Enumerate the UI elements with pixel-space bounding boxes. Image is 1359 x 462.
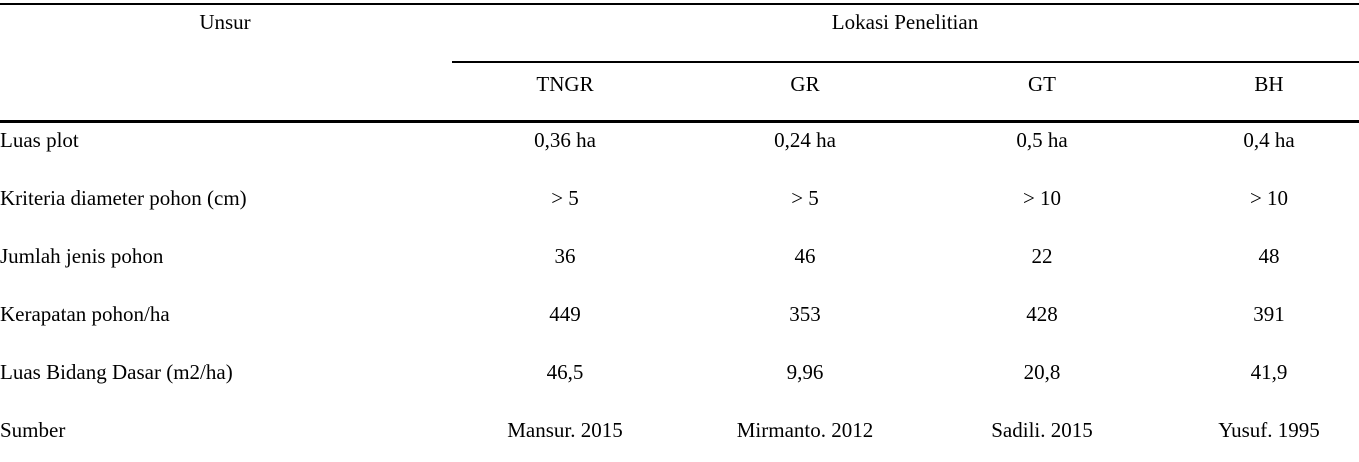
row-label-luas-bidang-dasar: Luas Bidang Dasar (m2/ha) bbox=[0, 360, 233, 384]
cell-kerapatan-gr: 353 bbox=[789, 302, 821, 326]
row-label-kriteria-diameter: Kriteria diameter pohon (cm) bbox=[0, 186, 247, 210]
cell-kriteria-gr: > 5 bbox=[791, 186, 819, 210]
cell-lbd-bh: 41,9 bbox=[1250, 360, 1288, 384]
header-location-gt: GT bbox=[1028, 72, 1056, 96]
header-location-gr: GR bbox=[790, 72, 820, 96]
cell-jumlah-tngr: 36 bbox=[554, 244, 576, 268]
cell-jumlah-gt: 22 bbox=[1031, 244, 1053, 268]
group-header-rule bbox=[452, 61, 1359, 63]
header-unsur: Unsur bbox=[199, 10, 251, 34]
cell-luas-plot-tngr: 0,36 ha bbox=[534, 128, 596, 152]
header-lokasi-penelitian: Lokasi Penelitian bbox=[831, 10, 979, 34]
cell-kerapatan-gt: 428 bbox=[1026, 302, 1058, 326]
row-label-kerapatan: Kerapatan pohon/ha bbox=[0, 302, 170, 326]
cell-sumber-gt: Sadili. 2015 bbox=[991, 418, 1093, 442]
header-bottom-rule bbox=[0, 120, 1359, 123]
cell-lbd-tngr: 46,5 bbox=[546, 360, 584, 384]
cell-luas-plot-gr: 0,24 ha bbox=[774, 128, 836, 152]
header-location-tngr: TNGR bbox=[536, 72, 594, 96]
cell-jumlah-bh: 48 bbox=[1258, 244, 1280, 268]
cell-kerapatan-tngr: 449 bbox=[549, 302, 581, 326]
cell-jumlah-gr: 46 bbox=[794, 244, 816, 268]
cell-kriteria-bh: > 10 bbox=[1249, 186, 1289, 210]
cell-sumber-bh: Yusuf. 1995 bbox=[1218, 418, 1320, 442]
row-label-sumber: Sumber bbox=[0, 418, 66, 442]
row-label-luas-plot: Luas plot bbox=[0, 128, 79, 152]
cell-lbd-gr: 9,96 bbox=[786, 360, 824, 384]
cell-sumber-tngr: Mansur. 2015 bbox=[507, 418, 623, 442]
cell-luas-plot-gt: 0,5 ha bbox=[1016, 128, 1068, 152]
cell-kriteria-gt: > 10 bbox=[1022, 186, 1062, 210]
cell-kriteria-tngr: > 5 bbox=[551, 186, 579, 210]
row-label-jumlah-jenis: Jumlah jenis pohon bbox=[0, 244, 164, 268]
cell-lbd-gt: 20,8 bbox=[1023, 360, 1061, 384]
cell-luas-plot-bh: 0,4 ha bbox=[1243, 128, 1295, 152]
table-top-rule bbox=[0, 3, 1359, 5]
cell-kerapatan-bh: 391 bbox=[1253, 302, 1285, 326]
header-location-bh: BH bbox=[1254, 72, 1284, 96]
cell-sumber-gr: Mirmanto. 2012 bbox=[736, 418, 874, 442]
